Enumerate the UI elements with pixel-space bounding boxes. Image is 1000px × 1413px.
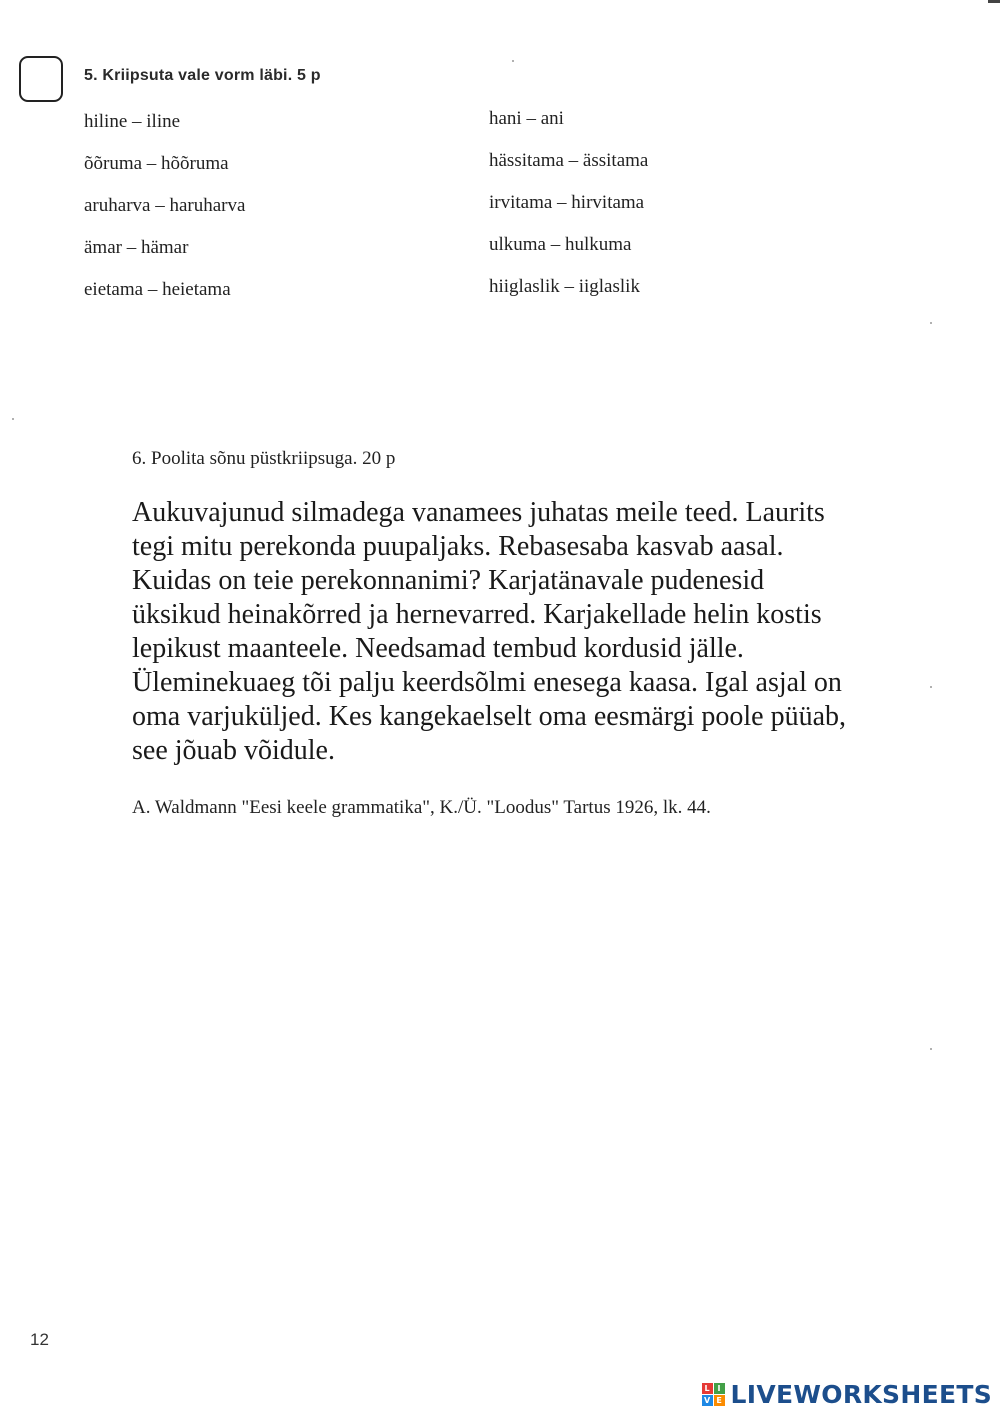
source-citation: A. Waldmann "Eesi keele grammatika", K./Ü. "Loodus" Tartus 1926, lk. 44. <box>132 797 711 818</box>
passage-line: üksikud heinakõrred ja hernevarred. Karjakellade helin kostis <box>132 599 822 630</box>
word-pair[interactable]: hani – ani <box>489 108 564 129</box>
watermark-text: LIVEWORKSHEETS <box>730 1379 992 1409</box>
passage-line: tegi mitu perekonda puupaljaks. Rebasesaba kasvab aasal. <box>132 531 784 562</box>
passage-line: see jõuab võidule. <box>132 735 335 766</box>
passage-line: Üleminekuaeg tõi palju keerdsõlmi enesega kaasa. Igal asjal on <box>132 667 842 698</box>
word-pair[interactable]: ämar – hämar <box>84 237 189 258</box>
scan-corner-mark <box>988 0 1000 3</box>
score-box[interactable] <box>19 56 63 102</box>
word-pair[interactable]: eietama – heietama <box>84 279 231 300</box>
passage-line: Kuidas on teie perekonnanimi? Karjatänavale pudenesid <box>132 565 765 596</box>
liveworksheets-logo-icon <box>702 1383 725 1406</box>
scan-speck <box>930 322 932 324</box>
page-number: 12 <box>30 1330 49 1349</box>
liveworksheets-watermark <box>702 1379 992 1409</box>
word-pair[interactable]: hiline – iline <box>84 111 181 132</box>
word-pair[interactable]: irvitama – hirvitama <box>489 192 645 213</box>
passage-line: oma varjuküljed. Kes kangekaelselt oma eesmärgi poole püüab, <box>132 701 847 732</box>
passage-line: lepikust maanteele. Needsamad tembud kordusid jälle. <box>132 633 744 664</box>
passage-line: Aukuvajunud silmadega vanamees juhatas meile teed. Laurits <box>132 497 825 528</box>
task6-title: 6. Poolita sõnu püstkriipsuga. 20 p <box>132 448 396 469</box>
logo-letter: E <box>714 1395 725 1406</box>
word-pair[interactable]: aruharva – haruharva <box>84 195 246 216</box>
task5-title: 5. Kriipsuta vale vorm läbi. 5 p <box>84 67 321 84</box>
scan-speck <box>930 1048 932 1050</box>
logo-letter: V <box>702 1395 713 1406</box>
logo-letter: L <box>702 1383 713 1394</box>
word-pair[interactable]: hiiglaslik – iiglaslik <box>489 276 640 297</box>
scan-speck <box>930 686 932 688</box>
word-pair[interactable]: ulkuma – hulkuma <box>489 234 632 255</box>
logo-letter: I <box>714 1383 725 1394</box>
word-pair[interactable]: hässitama – ässitama <box>489 150 649 171</box>
word-pair[interactable]: õõruma – hõõruma <box>84 153 229 174</box>
task6-passage <box>132 496 922 768</box>
scan-speck <box>12 418 14 420</box>
scan-speck <box>512 60 514 62</box>
